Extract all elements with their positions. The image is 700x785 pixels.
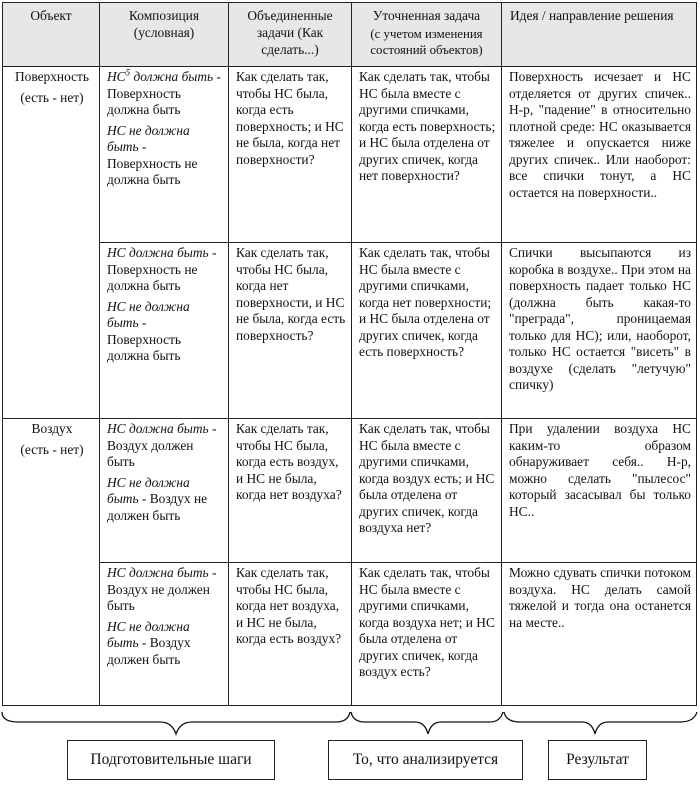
idea-cell: Спички высыпаются из коробка в воздухе.. При этом на поверхность падает только НС (должна быть какая-то "преграда", проницаемая только для НС); или, наоборот, только НС остается "висеть" в воздухе (сделать "летучую" спичку)	[502, 243, 697, 419]
comp-b-rest: - Поверхность должна быть	[107, 315, 182, 363]
header-object: Объект	[3, 3, 100, 67]
comp-a-rest: - Поверхность не должна быть	[107, 245, 217, 293]
brace-prep	[2, 712, 350, 734]
comp-b-it: НС не должна быть	[107, 474, 190, 506]
comp-a-it2: должна быть	[130, 69, 214, 84]
combined-cell: Как сделать так, чтобы НС была, когда нет воздуха, и НС не была, когда есть воздух?	[229, 563, 352, 706]
object-air	[3, 419, 100, 706]
table-row	[3, 243, 697, 419]
brace-result	[504, 712, 697, 734]
comp-b-it: НС не должна быть	[107, 122, 190, 154]
comp-a-it: НС должна быть	[107, 565, 209, 580]
comp-a-it: НС	[107, 69, 126, 84]
composition-cell	[100, 243, 229, 419]
idea-cell: При удалении воздуха НС каким-то образом обнаруживает себя.. Н-р, можно сделать "пылесос" который засасывал бы только НС..	[502, 419, 697, 563]
idea-cell: Поверхность исчезает и НС отделяется от других спичек.. Н-р, "падение" в относительно плотной среде: НС оказывается тяжелее и опускается ниже других спичек.. Или наоборот: все спички тонут, а НС остается на поверхности..	[502, 67, 697, 243]
header-row	[3, 3, 697, 67]
table-row	[3, 67, 697, 243]
footnote-mark: 5	[125, 67, 131, 78]
label-analyzed: То, что анализируется	[328, 740, 523, 780]
object-sub: (есть - нет)	[20, 441, 84, 457]
comp-a-it: НС должна быть	[107, 421, 209, 436]
table-row	[3, 563, 697, 706]
comp-a-rest: - Воздух не должен быть	[107, 565, 217, 613]
object-sub: (есть - нет)	[20, 89, 84, 105]
comp-a-rest: - Воздух должен быть	[107, 421, 217, 469]
comp-b-rest: - Поверхность не должна быть	[107, 139, 198, 187]
combined-cell: Как сделать так, чтобы НС была, когда есть воздух, и НС не была, когда нет воздуха?	[229, 419, 352, 563]
idea-cell: Можно сдувать спички потоком воздуха. НС делать самой тяжелой и тогда она останется на месте..	[502, 563, 697, 706]
brace-analyzed	[351, 712, 503, 734]
label-prep-steps: Подготовительные шаги	[67, 740, 275, 780]
refined-cell: Как сделать так, чтобы НС была вместе с другими спичками, когда воздуха нет; и НС была отделена от других спичек, когда воздух есть?	[352, 563, 502, 706]
combined-cell: Как сделать так, чтобы НС была, когда есть поверхность; и НС не была, когда нет поверхности?	[229, 67, 352, 243]
composition-cell	[100, 67, 229, 243]
comp-a-it: НС должна быть	[107, 245, 209, 260]
header-composition: Композиция (условная)	[100, 3, 229, 67]
refined-cell: Как сделать так, чтобы НС была вместе с другими спичками, когда есть поверхность; и НС была отделена от других спичек, когда нет поверхности?	[352, 67, 502, 243]
comp-b-rest: - Воздух не должен быть	[107, 491, 208, 523]
grouping-braces	[0, 710, 700, 742]
object-name: Воздух	[31, 421, 73, 436]
composition-cell	[100, 419, 229, 563]
header-refined-title: Уточненная задача	[372, 8, 481, 23]
comp-b-rest: - Воздух должен быть	[107, 635, 191, 667]
composition-cell	[100, 563, 229, 706]
header-combined: Объединенные задачи (Как сделать...)	[229, 3, 352, 67]
refined-cell: Как сделать так, чтобы НС была вместе с другими спичками, когда воздух есть; и НС была отделена от других спичек, когда воздуха нет?	[352, 419, 502, 563]
header-idea: Идея / направление решения	[502, 3, 697, 67]
combined-cell: Как сделать так, чтобы НС была, когда нет поверхности, и НС не была, когда есть поверхность?	[229, 243, 352, 419]
header-refined	[352, 3, 502, 67]
label-result: Результат	[548, 740, 647, 780]
header-refined-sub: (с учетом изменения состояний объектов)	[370, 27, 483, 57]
object-surface	[3, 67, 100, 419]
comp-b-it: НС не должна быть	[107, 618, 190, 650]
analysis-table	[2, 2, 697, 706]
comp-b-it: НС не должна быть	[107, 298, 190, 330]
table-row	[3, 419, 697, 563]
comp-a-rest: - Поверхность должна быть	[107, 69, 221, 117]
object-name: Поверхность	[14, 69, 90, 84]
refined-cell: Как сделать так, чтобы НС была вместе с другими спичками, когда нет поверхности; и НС была отделена от других спичек, когда есть поверхность?	[352, 243, 502, 419]
